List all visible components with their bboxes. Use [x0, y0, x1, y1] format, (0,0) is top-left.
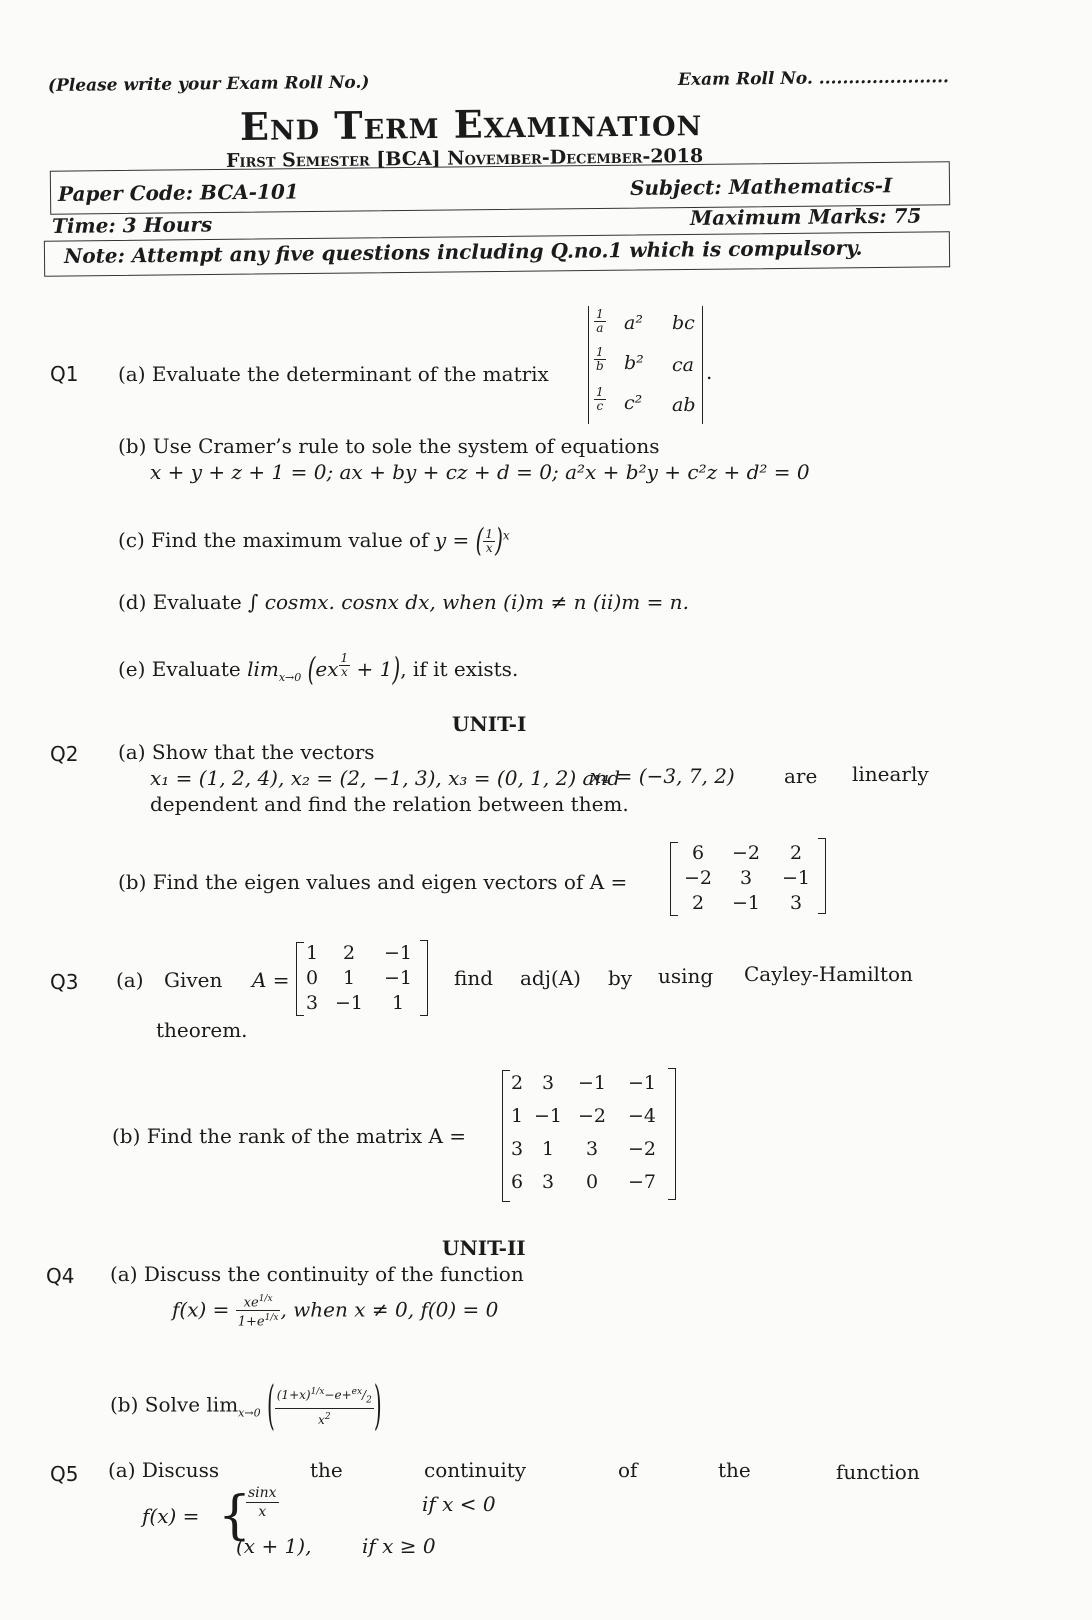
q1d-text — [118, 590, 689, 614]
q3a-matrix — [300, 942, 422, 1014]
q1a-text: (a) Evaluate the determinant of the matrix — [118, 362, 549, 386]
q2a-x4: x₄ = (−3, 7, 2) — [590, 764, 735, 788]
q3b-text: (b) Find the rank of the matrix A = — [112, 1124, 467, 1148]
unit-ii-heading: UNIT-II — [442, 1236, 526, 1260]
q3a-using: using — [658, 964, 714, 988]
exam-roll-label: Exam Roll No. ...................... — [677, 67, 950, 90]
matrix-cell: bc — [672, 312, 695, 334]
matrix-cell: 6 — [510, 1171, 524, 1193]
q3a-label: (a) — [116, 968, 144, 992]
q4b-right-paren: ) — [373, 1373, 382, 1436]
matrix-cell: −1 — [334, 992, 363, 1014]
matrix-cell: 2 — [510, 1072, 524, 1094]
q4b-text: (b) Solve $\lim_{x\to 0}$ ( $\frac{(1+x)^{1/x}-e+^{ex}/_2}{x^2}$ ) — [110, 1373, 382, 1436]
q4b-left-paren: ( — [266, 1373, 275, 1436]
matrix-cell: 0 — [305, 967, 319, 989]
q4b-label: (b) Solve lim — [110, 1392, 239, 1417]
q1d-label: (d) Evaluate — [118, 590, 242, 614]
q2a-line3: dependent and find the relation between them. — [150, 792, 629, 816]
matrix-cell: −1 — [627, 1072, 656, 1094]
matrix-cell: −7 — [627, 1171, 656, 1193]
q5a-word-the: the — [310, 1458, 343, 1482]
q2b-text: (b) Find the eigen values and eigen vectors of A = — [118, 870, 628, 894]
matrix-cell: 2 — [789, 842, 803, 864]
matrix-cell: 1 — [342, 967, 356, 989]
q1a-determinant-right-bar — [702, 306, 703, 424]
matrix-cell: 2 — [342, 942, 356, 964]
matrix-cell: b² — [624, 352, 644, 374]
q5a-case1-value: $\frac{\sin x}{x}$ — [248, 1485, 277, 1520]
q5a-case1-condition: if x < 0 — [422, 1492, 496, 1516]
subject: Subject: Mathematics-I — [629, 173, 893, 200]
matrix-cell: −2 — [627, 1138, 656, 1160]
matrix-cell: 3 — [789, 892, 803, 914]
matrix-cell: 1 — [510, 1105, 524, 1127]
q5a-case2-condition: if x ≥ 0 — [362, 1534, 436, 1558]
matrix-cell: 3 — [305, 992, 319, 1014]
q4a-function — [172, 1292, 498, 1330]
matrix-cell: 6 — [691, 842, 705, 864]
matrix-cell: $\frac{1}{a}$ — [596, 307, 604, 335]
matrix-cell: 3 — [739, 867, 753, 889]
q1e-expression: $\lim_{x\to 0} (ex$ $^{\frac{1}{x}}$ + 1) — [247, 649, 401, 689]
matrix-cell: ca — [672, 354, 694, 376]
exam-title: End Term Examination — [239, 99, 703, 149]
q1d-expression: ∫ cosmx. cosnx dx, when (i)m ≠ n (ii)m = n. — [248, 590, 689, 614]
q5a-word-discuss: (a) Discuss — [108, 1458, 220, 1482]
q4a-fraction: $\frac{xe^{1/x}}{1+e^{1/x}}$ — [237, 1294, 279, 1330]
matrix-cell: −1 — [533, 1105, 562, 1127]
q1a-determinant-matrix — [594, 306, 700, 424]
paper-code: Paper Code: BCA-101 — [57, 179, 299, 206]
q3a-adj: adj(A) — [520, 966, 581, 990]
q5a-case2-value: (x + 1), — [236, 1534, 312, 1558]
q5a-word-continuity: continuity — [424, 1458, 527, 1482]
q1a-determinant-left-bar — [588, 306, 589, 424]
unit-i-heading: UNIT-I — [452, 712, 527, 736]
q3a-A-equals: A = — [252, 968, 290, 992]
q1a-period: . — [706, 360, 713, 384]
matrix-cell: 1 — [541, 1138, 555, 1160]
question-number-q4: Q4 — [46, 1264, 75, 1288]
roll-note: (Please write your Exam Roll No.) — [47, 72, 370, 96]
q2a-vectors: x₁ = (1, 2, 4), x₂ = (2, −1, 3), x₃ = (0, 1, 2) and — [150, 766, 621, 790]
q5a-word-the-2: the — [718, 1458, 751, 1482]
matrix-cell: $\frac{1}{c}$ — [596, 385, 604, 413]
q2a-linearly: linearly — [852, 762, 929, 786]
matrix-cell: 3 — [541, 1072, 555, 1094]
maximum-marks: Maximum Marks: 75 — [689, 203, 922, 230]
matrix-cell: 1 — [391, 992, 405, 1014]
q3a-theorem: theorem. — [156, 1018, 248, 1042]
matrix-cell: −1 — [731, 892, 760, 914]
q4a-text: (a) Discuss the continuity of the function — [110, 1262, 524, 1286]
q3b-matrix — [506, 1072, 672, 1193]
question-number-q5: Q5 — [50, 1462, 79, 1486]
question-number-q2: Q2 — [50, 742, 79, 766]
matrix-cell: −2 — [683, 867, 712, 889]
matrix-cell: 3 — [541, 1171, 555, 1193]
matrix-cell: −1 — [781, 867, 810, 889]
q2b-matrix — [676, 842, 820, 914]
matrix-cell: ab — [672, 394, 696, 416]
matrix-cell: 3 — [585, 1138, 599, 1160]
q4a-f-of-x: f(x) = — [172, 1297, 236, 1322]
question-number-q3: Q3 — [50, 970, 79, 994]
matrix-cell: a² — [624, 312, 643, 334]
q3a-find: find — [454, 966, 494, 990]
matrix-cell: −1 — [577, 1072, 606, 1094]
q1c-text — [118, 520, 510, 560]
q3a-by: by — [608, 966, 633, 990]
matrix-cell: 0 — [585, 1171, 599, 1193]
q1c-label: (c) Find the maximum value of — [118, 528, 429, 552]
q4b-fraction: $\frac{(1+x)^{1/x}-e+^{ex}/_2}{x^2}$ — [275, 1384, 374, 1428]
q4a-condition: , when x ≠ 0, f(0) = 0 — [280, 1297, 499, 1322]
matrix-cell: −2 — [731, 842, 760, 864]
matrix-cell: 2 — [691, 892, 705, 914]
q1e-text — [118, 649, 519, 689]
q5a-f-of-x: f(x) = — [142, 1504, 200, 1528]
matrix-cell: −1 — [383, 967, 412, 989]
q1c-expression: y = ( $\frac{1}{x}$ )$^x$ — [434, 520, 510, 560]
q5a-brace: { — [218, 1486, 252, 1546]
matrix-cell: 3 — [510, 1138, 524, 1160]
q3a-given: Given — [164, 968, 223, 992]
semester-line: First Semester [BCA] November-December-2018 — [225, 145, 704, 172]
q2a-are: are — [784, 764, 818, 788]
question-number-q1: Q1 — [50, 362, 79, 386]
matrix-cell: c² — [624, 392, 643, 414]
matrix-cell: −1 — [383, 942, 412, 964]
instructions-note: Note: Attempt any five questions including Q.no.1 which is compulsory. — [63, 235, 863, 268]
matrix-cell: $\frac{1}{b}$ — [596, 345, 604, 373]
q2a-text: (a) Show that the vectors — [118, 740, 375, 764]
q1b-text: (b) Use Cramer’s rule to sole the system of equations — [118, 434, 660, 458]
q1e-label: (e) Evaluate — [118, 657, 241, 682]
q5a-word-of: of — [618, 1458, 638, 1482]
matrix-cell: −2 — [577, 1105, 606, 1127]
matrix-cell: 1 — [305, 942, 319, 964]
q5a-word-function: function — [836, 1460, 920, 1484]
q1b-equations: x + y + z + 1 = 0; ax + by + cz + d = 0; a²x + b²y + c²z + d² = 0 — [150, 460, 810, 484]
time-allowed: Time: 3 Hours — [51, 212, 213, 238]
matrix-cell: −4 — [627, 1105, 656, 1127]
q1e-suffix: , if it exists. — [400, 657, 519, 682]
q3a-cayley-hamilton: Cayley-Hamilton — [744, 962, 913, 986]
